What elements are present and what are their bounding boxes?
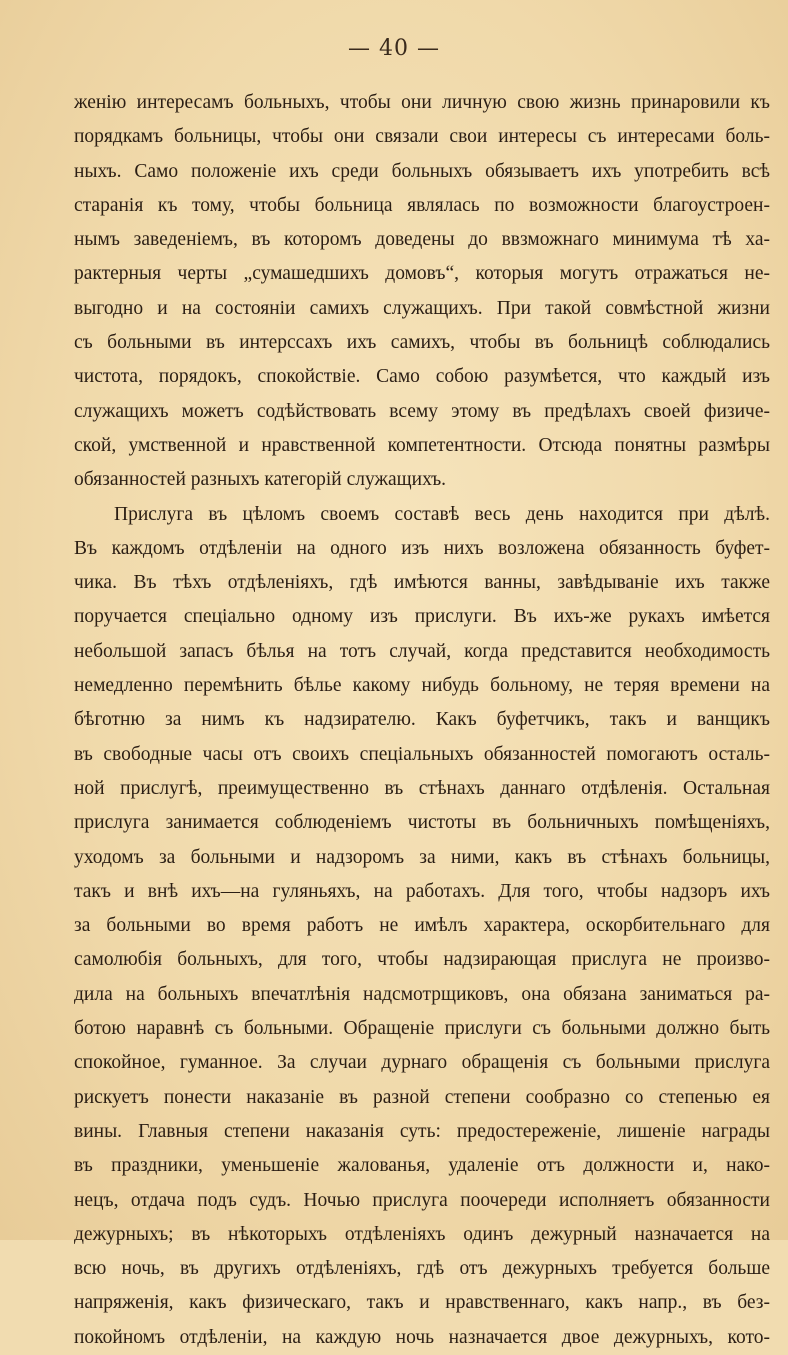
text-line: выгодно и на состояніи самихъ служащихъ. При такой совмѣстной жизни <box>74 297 770 319</box>
text-line: дила на больныхъ впечатлѣнія надсмотрщиковъ, она обязана заниматься ра- <box>74 983 770 1005</box>
text-line: поручается спеціально одному изъ прислуги. Въ ихъ-же рукахъ имѣется <box>74 606 770 628</box>
text-line: покойномъ отдѣленіи, на каждую ночь назначается двое дежурныхъ, кото- <box>74 1326 770 1348</box>
text-line: обязанностей разныхъ категорій служащихъ. <box>74 469 447 491</box>
text-line: самолюбія больныхъ, для того, чтобы надзирающая прислуга не произво- <box>74 949 770 971</box>
body-text <box>74 86 770 1355</box>
text-line: въ праздники, уменьшеніе жалованья, удаленіе отъ должности и, нако- <box>74 1155 770 1177</box>
text-line: старанія къ тому, чтобы больница являлась по возможности благоустроен- <box>74 194 770 216</box>
text-line: ной прислугѣ, преимущественно въ стѣнахъ даннаго отдѣленія. Остальная <box>74 777 770 799</box>
text-line: вины. Главныя степени наказанія суть: предостереженіе, лишеніе награды <box>74 1120 770 1142</box>
text-line: порядкамъ больницы, чтобы они связали свои интересы съ интересами боль- <box>74 126 770 148</box>
text-line: Въ каждомъ отдѣленіи на одного изъ нихъ возложена обязанность буфет- <box>74 537 770 559</box>
text-line: ныхъ. Само положеніе ихъ среди больныхъ обязываетъ ихъ употребить всѣ <box>74 160 770 182</box>
text-line: такъ и внѣ ихъ—на гуляньяхъ, на работахъ. Для того, чтобы надзоръ ихъ <box>74 880 770 902</box>
text-line: въ свободные часы отъ своихъ спеціальныхъ обязанностей помогаютъ осталь- <box>74 743 770 765</box>
text-line: рискуетъ понести наказаніе въ разной степени сообразно со степенью ея <box>74 1086 770 1108</box>
text-line: прислуга занимается соблюденіемъ чистоты въ больничныхъ помѣщеніяхъ, <box>74 812 770 834</box>
text-line: ской, умственной и нравственной компетентности. Отсюда понятны размѣры <box>74 434 770 456</box>
text-line: за больными во время работъ не имѣлъ характера, оскорбительнаго для <box>74 915 770 937</box>
text-line: спокойное, гуманное. За случаи дурнаго обращенія съ больными прислуга <box>74 1052 770 1074</box>
text-line: немедленно перемѣнить бѣлье какому нибудь больному, не теряя времени на <box>74 675 770 697</box>
text-line: женію интересамъ больныхъ, чтобы они личную свою жизнь принаровили къ <box>74 92 770 113</box>
text-line: съ больными въ интерссахъ ихъ самихъ, чтобы въ больницѣ соблюдались <box>74 332 770 354</box>
text-line: уходомъ за больными и надзоромъ за ними, какъ въ стѣнахъ больницы, <box>74 846 770 868</box>
text-line: нымъ заведеніемъ, въ которомъ доведены до ввзможнаго минимума тѣ ха- <box>74 229 770 251</box>
page-number: — 40 — <box>348 36 440 61</box>
text-line: рактерныя черты „сумашедшихъ домовъ“, которыя могутъ отражаться не- <box>74 263 770 285</box>
text-line: чика. Въ тѣхъ отдѣленіяхъ, гдѣ имѣются ванны, завѣдываніе ихъ также <box>74 572 770 594</box>
text-line: нецъ, отдача подъ судъ. Ночью прислуга поочереди исполняетъ обязанности <box>74 1189 770 1211</box>
text-line: бѣготню за нимъ къ надзирателю. Какъ буфетчикъ, такъ и ванщикъ <box>74 709 770 731</box>
text-line: Прислуга въ цѣломъ своемъ составѣ весь день находится при дѣлѣ. <box>114 503 770 525</box>
text-line: чистота, порядокъ, спокойствіе. Само собою разумѣется, что каждый изъ <box>74 366 770 388</box>
text-line: напряженія, какъ физическаго, такъ и нравственнаго, какъ напр., въ без- <box>74 1292 770 1314</box>
text-line: дежурныхъ; въ нѣкоторыхъ отдѣленіяхъ одинъ дежурный назначается на <box>74 1223 770 1245</box>
text-line: небольшой запасъ бѣлья на тотъ случай, когда представится необходимость <box>74 640 770 662</box>
text-line: всю ночь, въ другихъ отдѣленіяхъ, гдѣ отъ дежурныхъ требуется больше <box>74 1258 770 1280</box>
text-line: ботою наравнѣ съ больными. Обращеніе прислуги съ больными должно быть <box>74 1018 770 1040</box>
text-line: служащихъ можетъ содѣйствовать всему этому въ предѣлахъ своей физиче- <box>74 400 770 422</box>
